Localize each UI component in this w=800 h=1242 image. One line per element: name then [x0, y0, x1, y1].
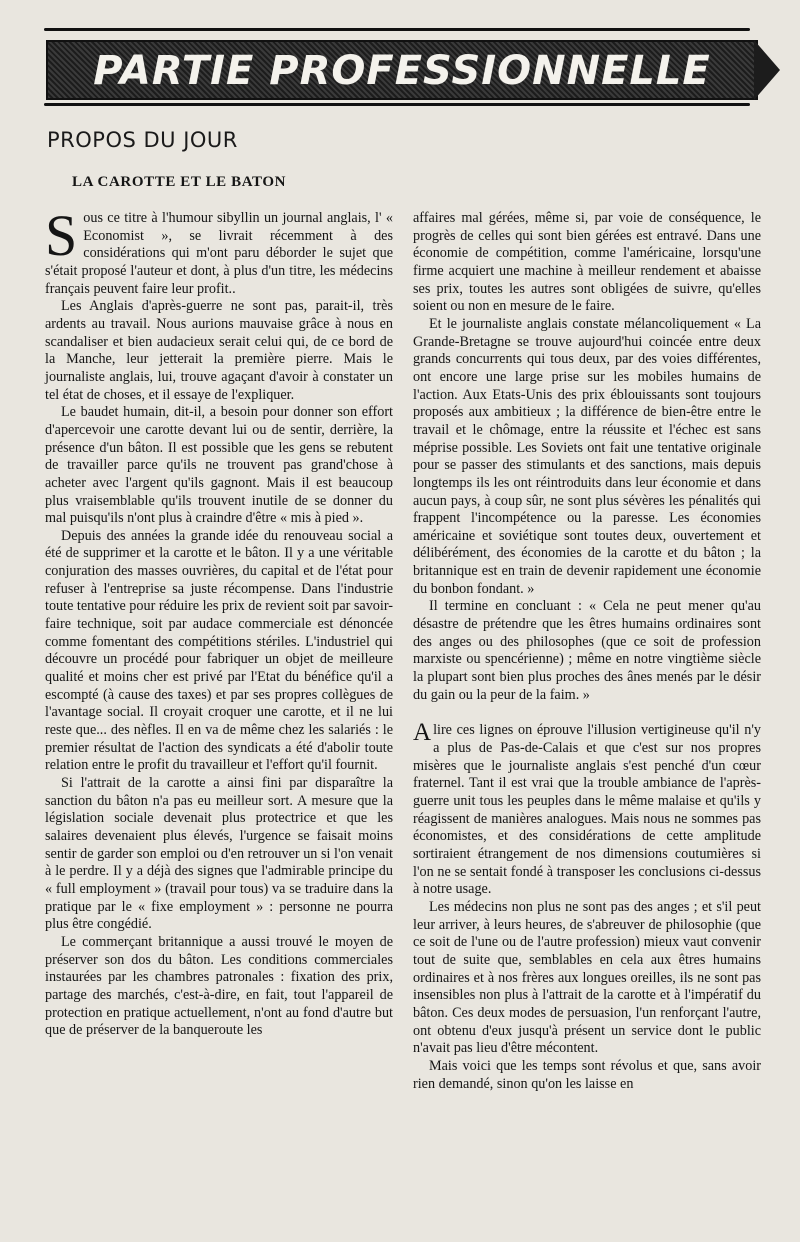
section-spacer: [413, 704, 761, 722]
article-title: LA CAROTTE ET LE BATON: [72, 174, 287, 190]
banner-rule-bottom: [44, 103, 750, 106]
section-title: PROPOS DU JOUR: [47, 128, 238, 152]
paragraph: Les Anglais d'après-guerre ne sont pas, parait-il, très ardents au travail. Nous aurions mauvaise grâce à nous en scandaliser et bien audacieux serait celui qui, de ce bord de la Manche, leur jetterait la première pierre. Mais le journaliste anglais, lui, trouve agaçant d'avoir à constater un tel état de choses, et il essaye de l'expliquer.: [45, 298, 393, 403]
paragraph: affaires mal gérées, même si, par voie de conséquence, le progrès de celles qui sont bien gérées est entravé. Dans une économie de compétition, comme l'américaine, lorsqu'une firme acquiert une machine à meilleur rendement et abaisse ses prix, toutes les autres sont obligées de suivre, qu'elles soient ou non en mesure de le faire.: [413, 210, 761, 315]
paragraph: Les médecins non plus ne sont pas des anges ; et s'il peut leur arriver, à leurs heures, de s'abreuver de philosophie (que ce soit de l'une ou de l'autre profession) mieux vaut convenir tout de suite que, semblables en cela aux êtres humains ordinaires et à nos frères aux longues oreilles, ils ne sont pas insensibles non plus à l'attrait de la carotte et à l'impératif du bâton. Ces deux modes de persuasion, l'un renforçant l'autre, ont obtenu d'eux jusqu'à présent un service dont le public n'avait pas lieu d'être mécontent.: [413, 898, 761, 1057]
paragraph: [45, 203, 393, 298]
drop-cap: S: [45, 203, 78, 268]
banner-title: PARTIE PROFESSIONNELLE: [93, 48, 711, 94]
paragraph: Il termine en concluant : « Cela ne peut mener qu'au désastre de prétendre que les êtres humains ordinaires sont des anges ou des philosophes (que ce soit de profession marxiste ou spencérienne) ; même en notre vingtième siècle la plupart sont bien plus proches des ânes menés par le désir du gain ou la peur de la faim. »: [413, 598, 761, 703]
right-column: [413, 210, 761, 1093]
paragraph: Depuis des années la grande idée du renouveau social a été de supprimer et la carotte et le bâton. Il y a une véritable conjuration des masses ouvrières, du capital et de l'état pour refuser à l'entreprise sa juste récompense. Dans l'industrie toute tentative pour réduire les prix de revient soit par savoir-faire technique, soit par audace commerciale est dénoncée comme fomentant des compétitions stériles. L'industriel qui découvre un procédé pour fabriquer un objet de meilleure qualité et moins cher est privé par l'Etat du bénéfice qu'il a escompté (à cause des taxes) et par ses propres collègues de l'avantage social. Il croyait croquer une carotte, et il ne lui reste que... des nèfles. Il en va de même chez les salariés : le premier résultat de l'action des syndicats a été d'abolir toute relation entre le profit du travailleur et l'effort qu'il fournit.: [45, 527, 393, 774]
left-column: [45, 203, 393, 1040]
paragraph: [413, 719, 761, 899]
banner-arrow-shape: [754, 40, 780, 100]
paragraph: Le baudet humain, dit-il, a besoin pour donner son effort d'apercevoir une carotte devant lui ou de sentir, derrière, la présence d'un bâton. Il est possible que les gens se rebutent de travailler parce qu'ils ne trouvent pas grand'chose à acheter avec l'argent qu'ils gagnont. Mais il est beaucoup plus vraisemblable qu'ils trouvent inutile de se donner du mal puisqu'ils n'ont plus à craindre d'être « mis à pied ».: [45, 404, 393, 527]
drop-cap: A: [413, 719, 432, 747]
banner-box: [46, 40, 758, 100]
paragraph-text: lire ces lignes on éprouve l'illusion vertigineuse qu'il n'y a plus de Pas-de-Calais et que c'est sur nos propres misères que le journaliste anglais s'est penché d'un cœur fraternel. Tant il est vrai que la trouble ambiance de l'après-guerre unit tous les peuples dans le même malaise et qu'ils y réagissent de manières analogues. Mais nous ne sommes pas économistes, et des considérations de cette amplitude sortiraient étrangement de nos dimensions coutumières si l'on ne se sentait fondé à transposer les conclusions ci-dessus à notre usage.: [413, 722, 761, 898]
paragraph: Et le journaliste anglais constate mélancoliquement « La Grande-Bretagne se trouve aujourd'hui coincée entre deux grands concurrents qui tous deux, par des voies différentes, ont encore une large prise sur les mobiles humains de l'action. Aux Etats-Unis des prix éblouissants sont toujours proposés aux ambitieux ; la différence de bien-être entre le travail et le chômage, entre la réussite et l'échec est sans méprise possible. Les Soviets ont fait une tentative originale pour se passer des stimulants et des sanctions, mais depuis longtemps ils les ont réintroduits dans leur économie et dans aucun pays, à coup sûr, ne sont plus sévères les pénalités qui frappent l'incompétence ou la paresse. Les économies américaine et soviétique sont toutes deux, ouvertement et délibérément, des économies de la carotte et du bâton ; la britannique est en train de devenir rapidement une économie du bonbon fondant. »: [413, 315, 761, 597]
paragraph: Mais voici que les temps sont révolus et que, sans avoir rien demandé, sinon qu'on les laisse en: [413, 1057, 761, 1092]
banner: [38, 18, 798, 110]
paragraph: Si l'attrait de la carotte a ainsi fini par disparaître la sanction du bâton n'a pas eu meilleur sort. A mesure que la législation sociale devenait plus protectrice et que les salaires devenaient plus élevés, l'urgence se faisait moins sentir de garder son emploi ou d'en retrouver un si l'on venait à le perdre. Il y a déjà des signes que l'admirable principe du « full employment » (travail pour tous) va se traduire dans la pratique par le « fixe employment » : personne ne pourra plus être congédié.: [45, 775, 393, 933]
banner-rule-top: [44, 28, 750, 31]
paragraph-text: ous ce titre à l'humour sibyllin un journal anglais, l' « Economist », se livrait récemment à des considérations qui m'ont paru déborder le sujet que s'était proposé l'auteur et dont, à plus d'un titre, les médecins français peuvent faire leur profit..: [45, 210, 393, 297]
paragraph: Le commerçant britannique a aussi trouvé le moyen de préserver son dos du bâton. Les conditions commerciales instaurées par les chambres patronales : fixation des prix, partage des marchés, c'est-à-dire, en fait, tout l'appareil de protection en pratique actuellement, n'ont au fond d'autre but que de préserver de la banqueroute les: [45, 933, 393, 1039]
